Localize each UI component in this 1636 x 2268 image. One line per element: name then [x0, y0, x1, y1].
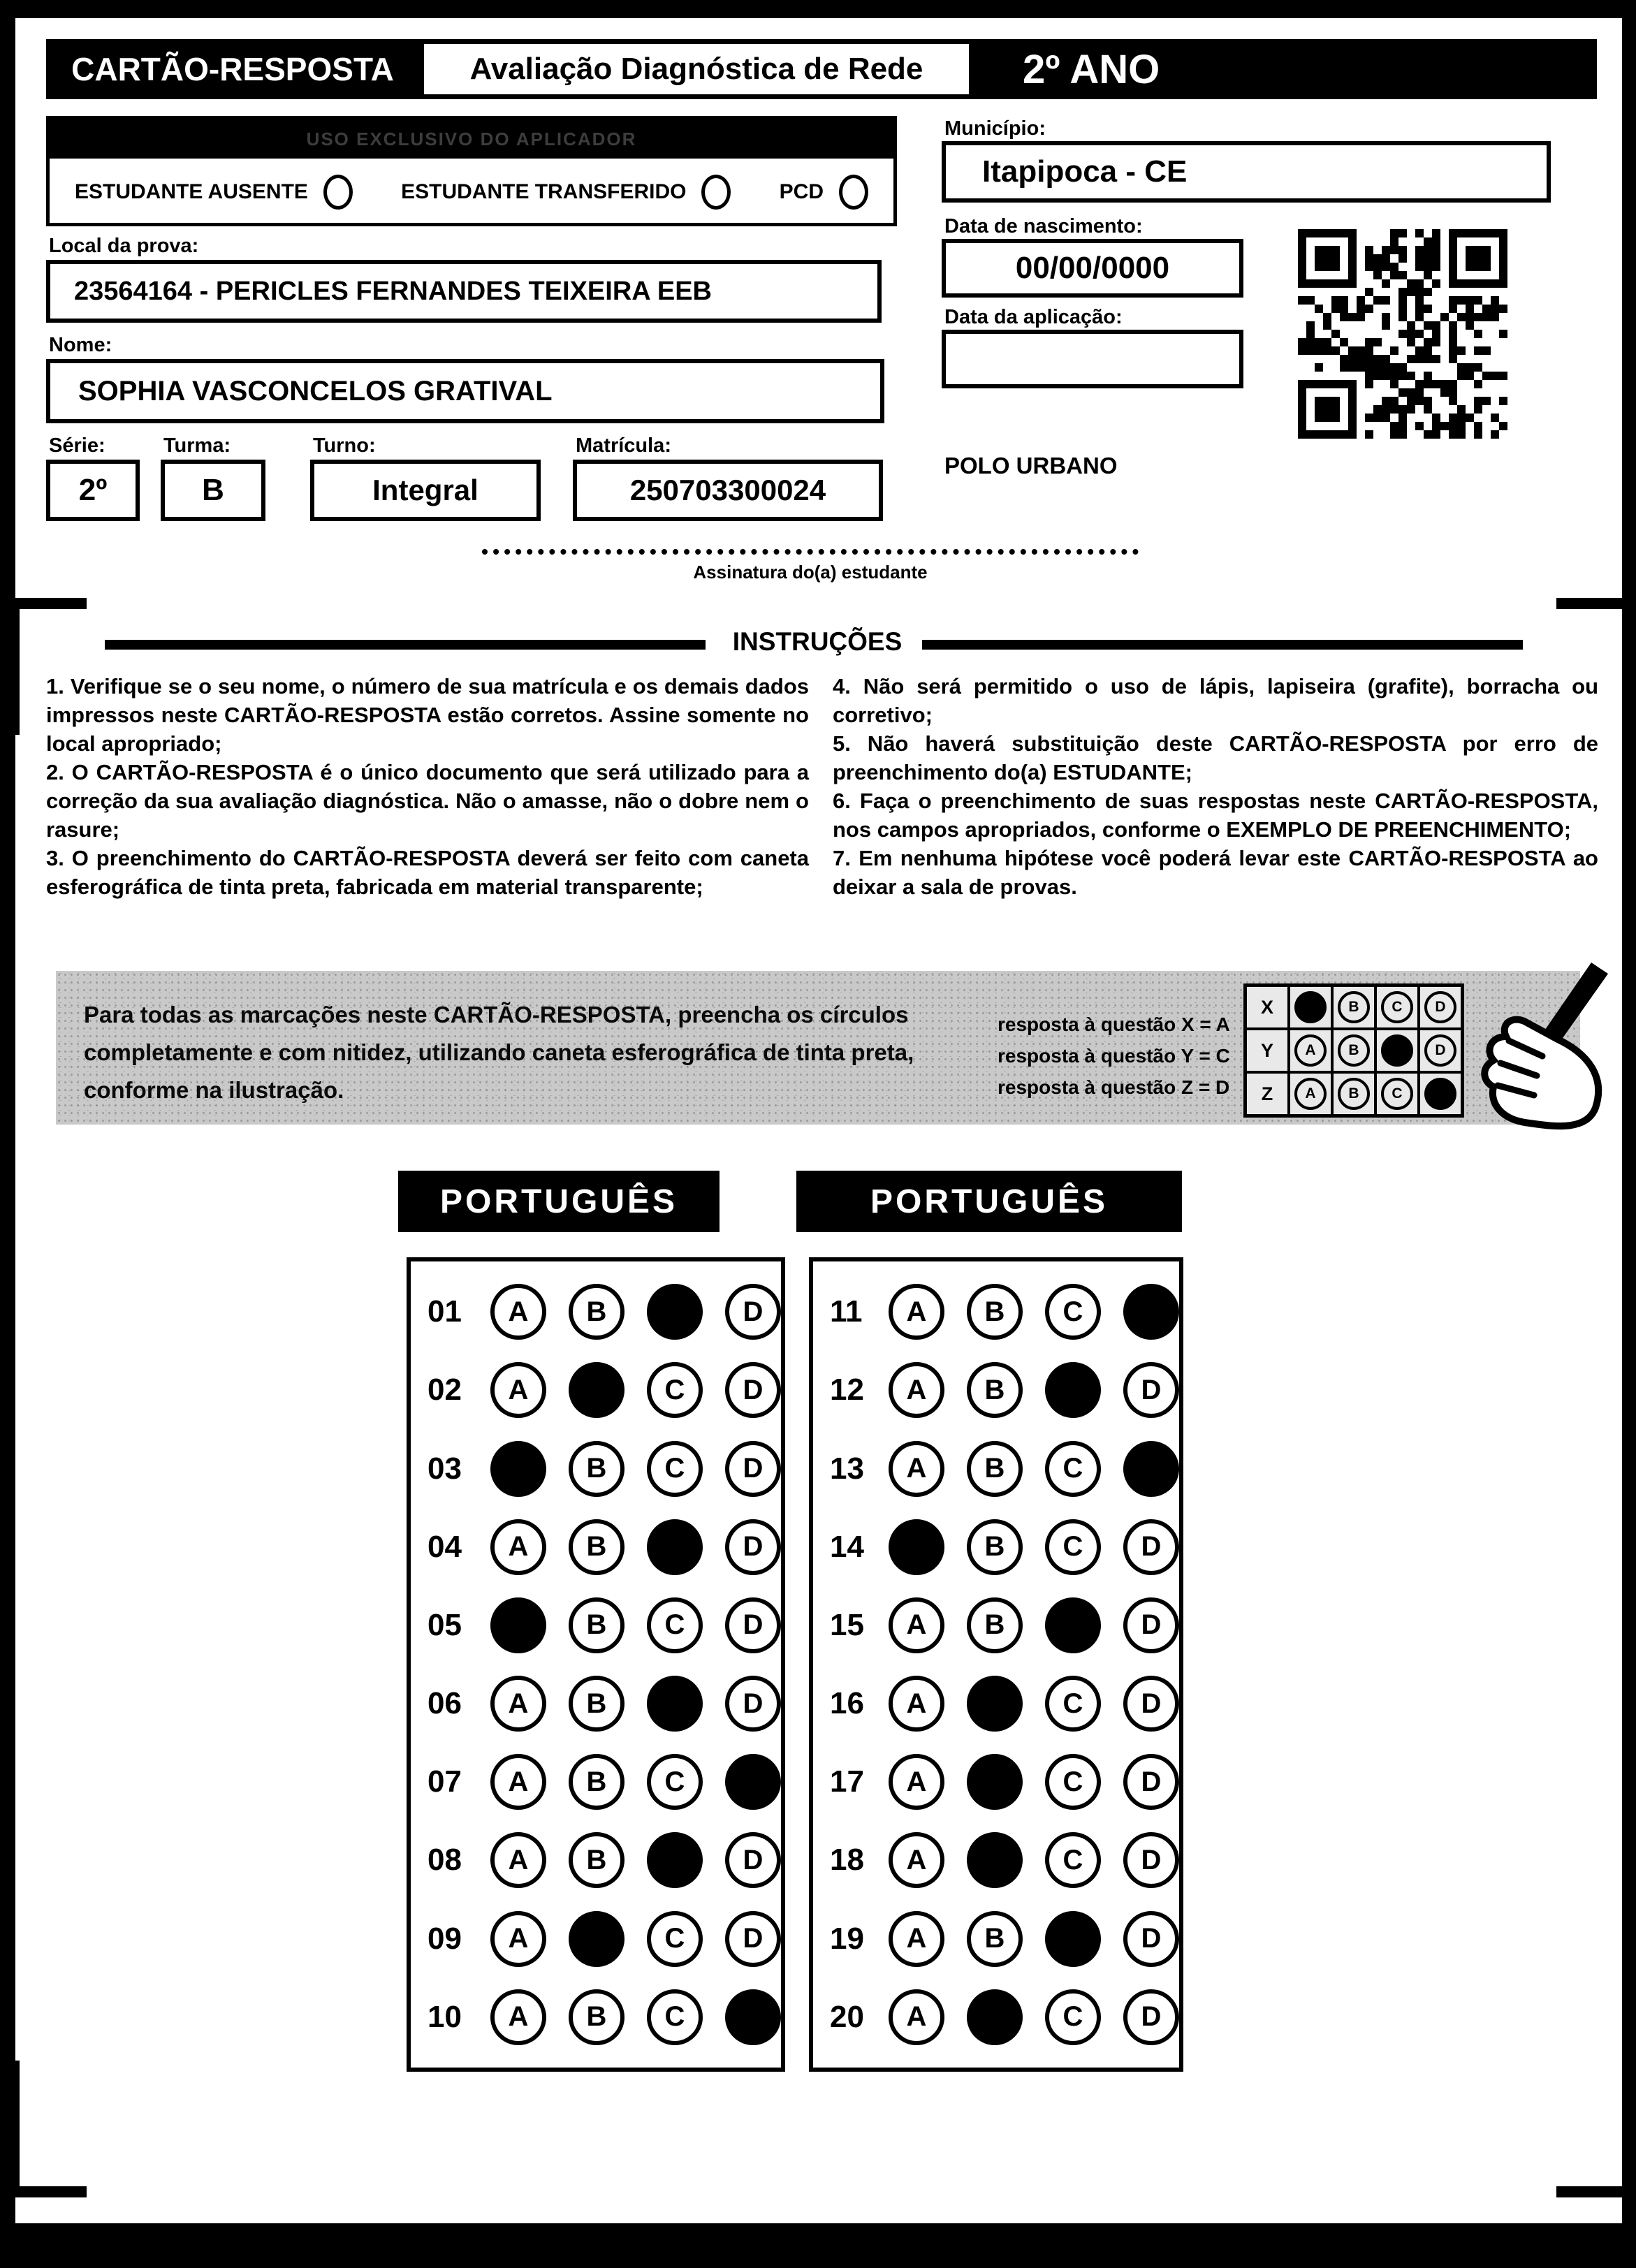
- bubble-07-A[interactable]: A: [490, 1754, 546, 1810]
- example-bubble-Z-B[interactable]: B: [1338, 1078, 1370, 1110]
- instruction-item: 3. O preenchimento do CARTÃO-RESPOSTA deverá ser feito com caneta esferográfica de tinta preta, fabricada em material transparente;: [46, 846, 809, 899]
- example-bubble-Y-C[interactable]: [1381, 1034, 1413, 1067]
- bubble-16-D[interactable]: D: [1123, 1676, 1179, 1732]
- bubble-09-B[interactable]: [569, 1911, 625, 1967]
- question-number-05: 05: [428, 1607, 462, 1642]
- example-grid-row-label: Z: [1261, 1083, 1273, 1104]
- bubble-11-C[interactable]: C: [1045, 1284, 1101, 1340]
- nome-value: SOPHIA VASCONCELOS GRATIVAL: [46, 359, 884, 423]
- example-grid-option-cell: [1289, 986, 1332, 1030]
- bubble-06-D[interactable]: D: [725, 1676, 781, 1732]
- bubble-20-A[interactable]: A: [889, 1989, 944, 2045]
- subject-header-portugues-2: PORTUGUÊS: [796, 1171, 1182, 1232]
- bubble-11-B[interactable]: B: [967, 1284, 1023, 1340]
- question-row-05: [411, 1597, 781, 1653]
- question-row-14: [813, 1519, 1179, 1575]
- page-border-left: [0, 0, 15, 2268]
- question-row-06: [411, 1676, 781, 1732]
- bubble-04-B[interactable]: B: [569, 1519, 625, 1575]
- polo-label: POLO URBANO: [944, 453, 1118, 478]
- question-number-19: 19: [830, 1921, 864, 1956]
- bubble-18-A[interactable]: A: [889, 1832, 944, 1888]
- question-row-08: [411, 1832, 781, 1888]
- bubble-12-C[interactable]: [1045, 1362, 1101, 1418]
- bubble-15-C[interactable]: [1045, 1597, 1101, 1653]
- question-row-15: [813, 1597, 1179, 1653]
- bubble-10-B[interactable]: B: [569, 1989, 625, 2045]
- bubble-06-A[interactable]: A: [490, 1676, 546, 1732]
- bubble-17-C[interactable]: C: [1045, 1754, 1101, 1810]
- example-bubble-X-B[interactable]: B: [1338, 991, 1370, 1023]
- bubble-10-C[interactable]: C: [647, 1989, 703, 2045]
- bubble-02-D[interactable]: D: [725, 1362, 781, 1418]
- applicator-checkbox-label: PCD: [779, 180, 824, 203]
- bubble-14-D[interactable]: D: [1123, 1519, 1179, 1575]
- applicator-checkbox-circle-estudante-ausente[interactable]: [323, 175, 353, 210]
- bubble-06-C[interactable]: [647, 1676, 703, 1732]
- bubble-09-D[interactable]: D: [725, 1911, 781, 1967]
- bubble-13-A[interactable]: A: [889, 1441, 944, 1497]
- applicator-checkbox-estudante-transferido: [401, 175, 731, 210]
- bubble-12-D[interactable]: D: [1123, 1362, 1179, 1418]
- qr-code: [1298, 229, 1507, 439]
- example-grid-option-cell: [1289, 1029, 1332, 1072]
- question-row-10: [411, 1989, 781, 2045]
- example-grid-option-cell: [1375, 1029, 1419, 1072]
- bubble-20-C[interactable]: C: [1045, 1989, 1101, 2045]
- applicator-checkbox-label: ESTUDANTE TRANSFERIDO: [401, 180, 687, 203]
- fill-example-text: Para todas as marcações neste CARTÃO-RESPOSTA, preencha os círculos completamente e com nitidez, utilizando caneta esferográfica de tinta preta, conforme na ilustração.: [84, 1002, 914, 1103]
- bubble-14-A[interactable]: [889, 1519, 944, 1575]
- bubble-03-C[interactable]: C: [647, 1441, 703, 1497]
- grade-banner: 2º ANO: [974, 39, 1597, 99]
- bubble-03-B[interactable]: B: [569, 1441, 625, 1497]
- question-row-19: [813, 1911, 1179, 1967]
- bubble-06-B[interactable]: B: [569, 1676, 625, 1732]
- example-bubble-Y-B[interactable]: B: [1338, 1034, 1370, 1067]
- bubble-05-D[interactable]: D: [725, 1597, 781, 1653]
- example-legend-line: resposta à questão X = A: [998, 1014, 1230, 1035]
- example-bubble-Y-D[interactable]: D: [1424, 1034, 1456, 1067]
- question-number-13: 13: [830, 1451, 864, 1486]
- bubble-09-A[interactable]: A: [490, 1911, 546, 1967]
- nome-label: Nome:: [49, 334, 112, 356]
- bubble-16-A[interactable]: A: [889, 1676, 944, 1732]
- instruction-item: 2. O CARTÃO-RESPOSTA é o único documento que será utilizado para a correção da sua avaliação diagnóstica. Não o amasse, não o dobre nem o rasure;: [46, 760, 809, 842]
- bubble-18-D[interactable]: D: [1123, 1832, 1179, 1888]
- example-grid-label-cell: [1246, 986, 1290, 1030]
- fill-example-legend: [998, 1009, 1230, 1103]
- serie-value: 2º: [46, 460, 140, 521]
- bubble-08-C[interactable]: [647, 1832, 703, 1888]
- page-border-bottom: [0, 2223, 1636, 2268]
- bubble-15-A[interactable]: A: [889, 1597, 944, 1653]
- bubble-04-D[interactable]: D: [725, 1519, 781, 1575]
- question-number-18: 18: [830, 1843, 864, 1878]
- subject-header-portugues-1: PORTUGUÊS: [398, 1171, 720, 1232]
- bubble-02-B[interactable]: [569, 1362, 625, 1418]
- example-grid-option-cell: [1332, 986, 1375, 1030]
- instructions-rule-right: [922, 640, 1523, 650]
- question-number-16: 16: [830, 1686, 864, 1721]
- question-number-04: 04: [428, 1529, 462, 1564]
- instruction-item: 7. Em nenhuma hipótese você poderá levar este CARTÃO-RESPOSTA ao deixar a sala de provas.: [833, 846, 1598, 899]
- signature-label: Assinatura do(a) estudante: [693, 562, 928, 583]
- bubble-19-D[interactable]: D: [1123, 1911, 1179, 1967]
- question-row-02: [411, 1362, 781, 1418]
- applicator-checkbox-estudante-ausente: [75, 175, 353, 210]
- bubble-01-C[interactable]: [647, 1284, 703, 1340]
- question-number-07: 07: [428, 1764, 462, 1799]
- question-row-17: [813, 1754, 1179, 1810]
- applicator-checkbox-circle-estudante-transferido[interactable]: [701, 175, 731, 210]
- bubble-03-A[interactable]: [490, 1441, 546, 1497]
- example-legend-line: resposta à questão Z = D: [998, 1076, 1230, 1098]
- example-bubble-X-A[interactable]: [1294, 991, 1327, 1023]
- bubble-01-A[interactable]: A: [490, 1284, 546, 1340]
- instruction-item: 5. Não haverá substituição deste CARTÃO-RESPOSTA por erro de preenchimento do(a) ESTUDANTE;: [833, 731, 1598, 784]
- applicator-section: [46, 116, 897, 226]
- instructions-column-right: [833, 672, 1598, 901]
- nascimento-label: Data de nascimento:: [944, 215, 1143, 237]
- hand-with-pen-icon: [1425, 958, 1636, 1140]
- applicator-bar-label: USO EXCLUSIVO DO APLICADOR: [50, 119, 893, 159]
- answer-grid-questions-01-10: [407, 1257, 785, 2072]
- bubble-02-A[interactable]: A: [490, 1362, 546, 1418]
- example-bubble-X-D[interactable]: D: [1424, 991, 1456, 1023]
- bubble-13-C[interactable]: C: [1045, 1441, 1101, 1497]
- example-grid-row-label: X: [1260, 996, 1273, 1018]
- bubble-14-C[interactable]: C: [1045, 1519, 1101, 1575]
- applicator-checkbox-label: ESTUDANTE AUSENTE: [75, 180, 308, 203]
- question-number-14: 14: [830, 1529, 864, 1564]
- serie-label: Série:: [49, 434, 105, 457]
- bubble-15-D[interactable]: D: [1123, 1597, 1179, 1653]
- question-number-11: 11: [830, 1294, 863, 1329]
- bubble-04-A[interactable]: A: [490, 1519, 546, 1575]
- bubble-10-D[interactable]: [725, 1989, 781, 2045]
- matricula-label: Matrícula:: [576, 434, 671, 457]
- bubble-07-C[interactable]: C: [647, 1754, 703, 1810]
- bubble-01-D[interactable]: D: [725, 1284, 781, 1340]
- question-row-16: [813, 1676, 1179, 1732]
- example-grid-option-cell: [1289, 1072, 1332, 1116]
- bubble-08-B[interactable]: B: [569, 1832, 625, 1888]
- bubble-12-B[interactable]: B: [967, 1362, 1023, 1418]
- signature-line[interactable]: [482, 549, 1139, 555]
- bubble-17-D[interactable]: D: [1123, 1754, 1179, 1810]
- question-row-01: [411, 1284, 781, 1340]
- aplicacao-label: Data da aplicação:: [944, 306, 1123, 328]
- bubble-16-B[interactable]: [967, 1676, 1023, 1732]
- question-number-01: 01: [428, 1294, 462, 1329]
- example-bubble-X-C[interactable]: C: [1381, 991, 1413, 1023]
- turno-label: Turno:: [313, 434, 376, 457]
- fill-example-band: [56, 971, 1580, 1125]
- question-number-10: 10: [428, 1999, 462, 2034]
- bubble-05-B[interactable]: B: [569, 1597, 625, 1653]
- bubble-14-B[interactable]: B: [967, 1519, 1023, 1575]
- bubble-04-C[interactable]: [647, 1519, 703, 1575]
- local-da-prova-value: 23564164 - PERICLES FERNANDES TEIXEIRA EEB: [46, 260, 882, 323]
- bubble-03-D[interactable]: D: [725, 1441, 781, 1497]
- bubble-12-A[interactable]: A: [889, 1362, 944, 1418]
- bubble-20-D[interactable]: D: [1123, 1989, 1179, 2045]
- example-bubble-Z-A[interactable]: A: [1294, 1078, 1327, 1110]
- turma-label: Turma:: [163, 434, 231, 457]
- bubble-18-C[interactable]: C: [1045, 1832, 1101, 1888]
- instructions-column-left: [46, 672, 809, 901]
- local-da-prova-label: Local da prova:: [49, 235, 199, 257]
- question-row-07: [411, 1754, 781, 1810]
- bubble-07-B[interactable]: B: [569, 1754, 625, 1810]
- bubble-15-B[interactable]: B: [967, 1597, 1023, 1653]
- question-number-12: 12: [830, 1373, 864, 1407]
- nascimento-value: 00/00/0000: [942, 239, 1243, 298]
- assessment-title: Avaliação Diagnóstica de Rede: [419, 39, 974, 99]
- card-title: CARTÃO-RESPOSTA: [46, 39, 419, 99]
- bubble-17-B[interactable]: [967, 1754, 1023, 1810]
- corner-mark-bottom-left: [13, 2061, 87, 2197]
- example-grid-row-label: Y: [1260, 1039, 1273, 1061]
- question-row-13: [813, 1441, 1179, 1497]
- example-grid-label-cell: [1246, 1029, 1290, 1072]
- question-number-06: 06: [428, 1686, 462, 1721]
- applicator-checkbox-circle-pcd[interactable]: [839, 175, 868, 210]
- bubble-02-C[interactable]: C: [647, 1362, 703, 1418]
- municipio-label: Município:: [944, 117, 1046, 140]
- question-row-09: [411, 1911, 781, 1967]
- example-grid-option-cell: [1375, 986, 1419, 1030]
- bubble-16-C[interactable]: C: [1045, 1676, 1101, 1732]
- bubble-11-D[interactable]: [1123, 1284, 1179, 1340]
- turma-value: B: [161, 460, 265, 521]
- question-row-20: [813, 1989, 1179, 2045]
- applicator-checkbox-row: [50, 159, 893, 226]
- question-number-08: 08: [428, 1843, 462, 1878]
- bubble-08-D[interactable]: D: [725, 1832, 781, 1888]
- turno-value: Integral: [310, 460, 541, 521]
- question-row-18: [813, 1832, 1179, 1888]
- example-grid-option-cell: [1375, 1072, 1419, 1116]
- bubble-01-B[interactable]: B: [569, 1284, 625, 1340]
- bubble-18-B[interactable]: [967, 1832, 1023, 1888]
- answer-grid-questions-11-20: [809, 1257, 1183, 2072]
- question-number-15: 15: [830, 1607, 864, 1642]
- bubble-05-A[interactable]: [490, 1597, 546, 1653]
- example-bubble-Y-A[interactable]: A: [1294, 1034, 1327, 1067]
- corner-mark-bottom-right: [1556, 2061, 1630, 2197]
- matricula-value: 250703300024: [573, 460, 883, 521]
- bubble-19-B[interactable]: B: [967, 1911, 1023, 1967]
- question-number-03: 03: [428, 1451, 462, 1486]
- bubble-20-B[interactable]: [967, 1989, 1023, 2045]
- bubble-13-B[interactable]: B: [967, 1441, 1023, 1497]
- example-grid-option-cell: [1332, 1029, 1375, 1072]
- bubble-11-A[interactable]: A: [889, 1284, 944, 1340]
- question-row-11: [813, 1284, 1179, 1340]
- instruction-item: 1. Verifique se o seu nome, o número de sua matrícula e os demais dados impressos neste CARTÃO-RESPOSTA estão corretos. Assine somente no local apropriado;: [46, 674, 809, 756]
- instructions-rule-left: [105, 640, 706, 650]
- instruction-item: 6. Faça o preenchimento de suas respostas neste CARTÃO-RESPOSTA, nos campos apropriados, conforme o EXEMPLO DE PREENCHIMENTO;: [833, 789, 1598, 842]
- question-row-03: [411, 1441, 781, 1497]
- bubble-09-C[interactable]: C: [647, 1911, 703, 1967]
- question-number-20: 20: [830, 1999, 864, 2034]
- instruction-item: 4. Não será permitido o uso de lápis, lapiseira (grafite), borracha ou corretivo;: [833, 674, 1598, 727]
- bubble-13-D[interactable]: [1123, 1441, 1179, 1497]
- example-bubble-Z-C[interactable]: C: [1381, 1078, 1413, 1110]
- instructions-title: INSTRUÇÕES: [732, 627, 903, 656]
- question-row-04: [411, 1519, 781, 1575]
- page-border-top: [0, 0, 1636, 18]
- question-number-17: 17: [830, 1764, 864, 1799]
- aplicacao-value: [942, 330, 1243, 388]
- question-number-02: 02: [428, 1373, 462, 1407]
- bubble-19-C[interactable]: [1045, 1911, 1101, 1967]
- bubble-17-A[interactable]: A: [889, 1754, 944, 1810]
- question-number-09: 09: [428, 1921, 462, 1956]
- bubble-10-A[interactable]: A: [490, 1989, 546, 2045]
- example-grid-option-cell: [1332, 1072, 1375, 1116]
- example-grid-label-cell: [1246, 1072, 1290, 1116]
- example-legend-line: resposta à questão Y = C: [998, 1045, 1230, 1067]
- municipio-value: Itapipoca - CE: [942, 141, 1551, 203]
- question-row-12: [813, 1362, 1179, 1418]
- bubble-08-A[interactable]: A: [490, 1832, 546, 1888]
- bubble-19-A[interactable]: A: [889, 1911, 944, 1967]
- bubble-05-C[interactable]: C: [647, 1597, 703, 1653]
- applicator-checkbox-pcd: [780, 175, 868, 210]
- bubble-07-D[interactable]: [725, 1754, 781, 1810]
